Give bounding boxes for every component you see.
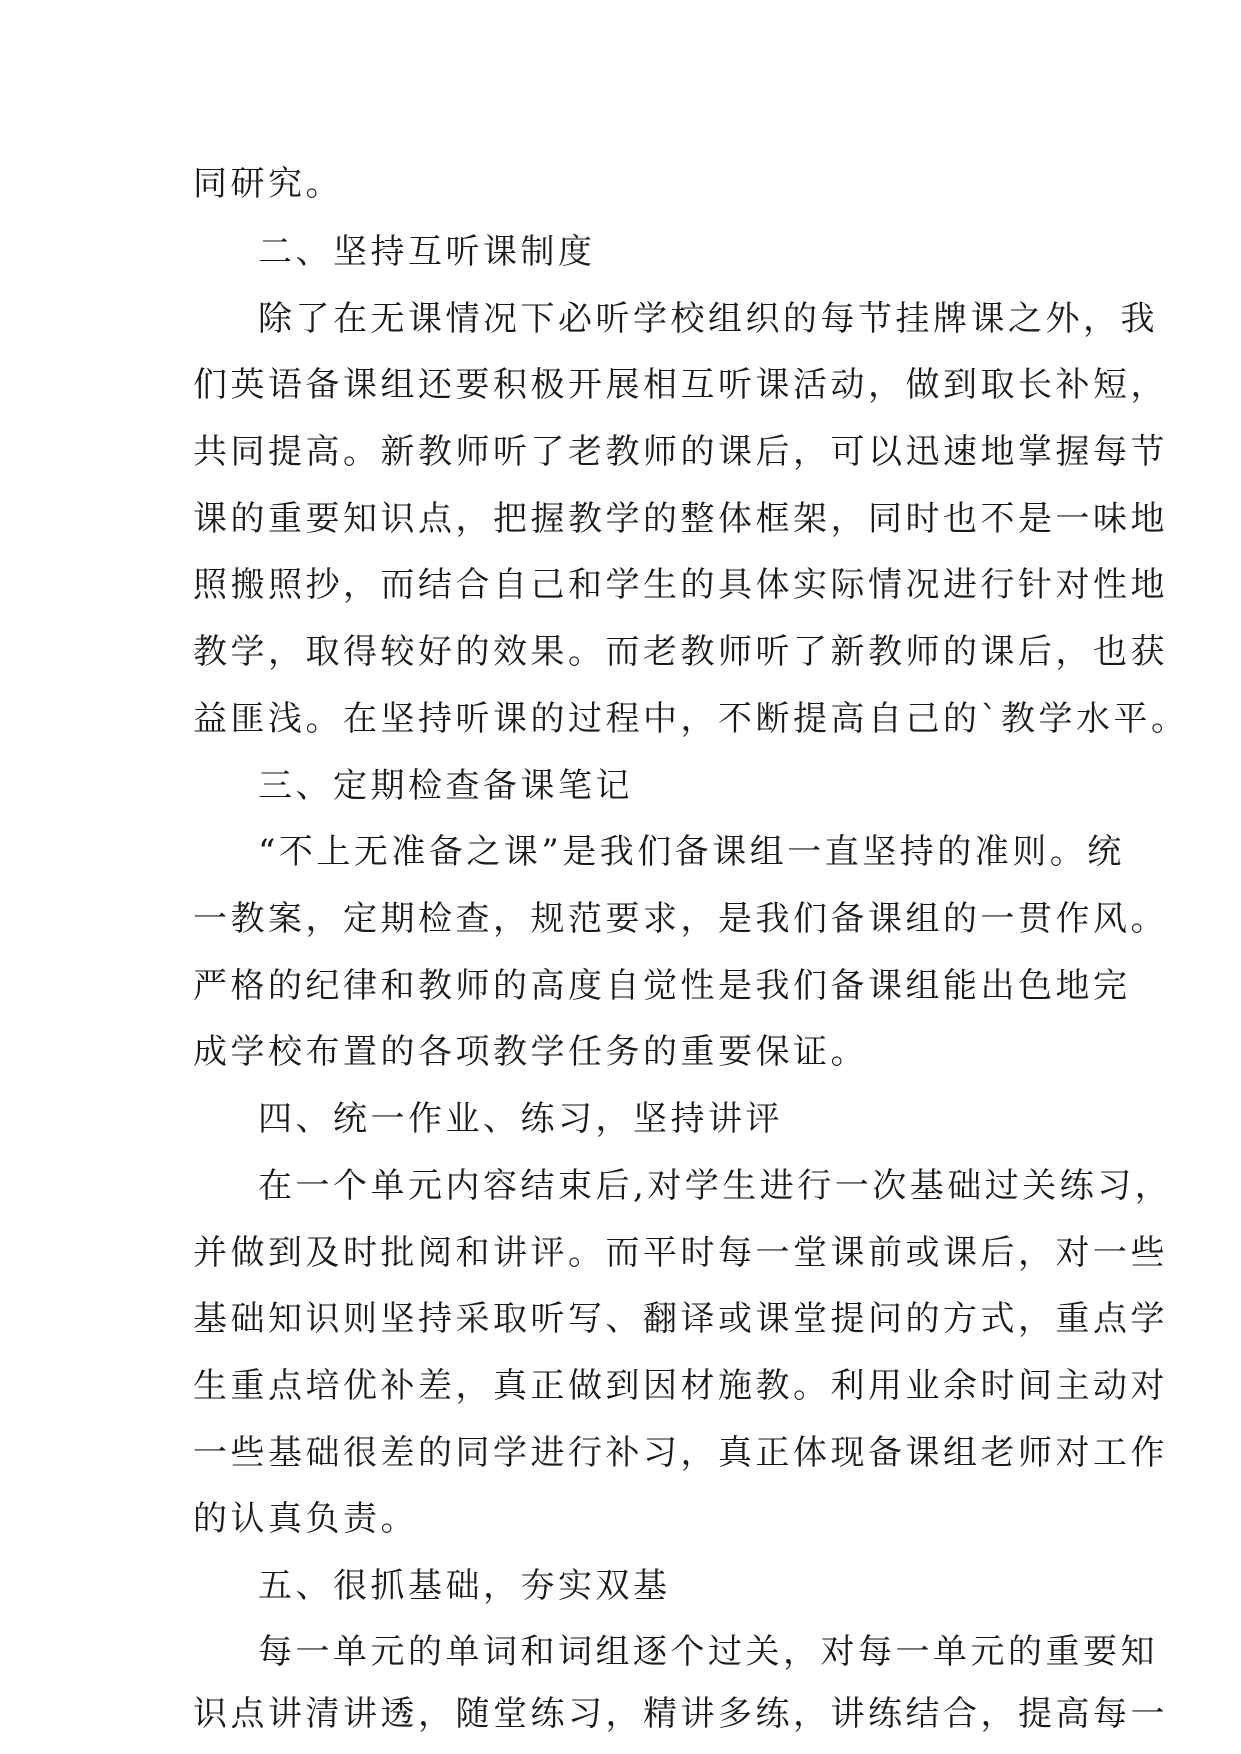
section-heading: 四、统一作业、练习，坚持讲评	[258, 1099, 783, 1139]
paragraph-line: 益匪浅。在坚持听课的过程中，不断提高自己的`教学水平。	[193, 699, 1189, 739]
paragraph-line: 的认真负责。	[193, 1499, 418, 1539]
paragraph-line: 在一个单元内容结束后,对学生进行一次基础过关练习，	[258, 1166, 1173, 1206]
paragraph-line: 共同提高。新教师听了老教师的课后，可以迅速地掌握每节	[193, 432, 1168, 472]
paragraph-line: 基础知识则坚持采取听写、翻译或课堂提问的方式，重点学	[193, 1299, 1168, 1339]
paragraph-line: 照搬照抄，而结合自己和学生的具体实际情况进行针对性地	[193, 565, 1168, 605]
paragraph-line: 生重点培优补差，真正做到因材施教。利用业余时间主动对	[193, 1366, 1168, 1406]
paragraph-line: 们英语备课组还要积极开展相互听课活动，做到取长补短，	[193, 365, 1168, 405]
paragraph-line: 一教案，定期检查，规范要求，是我们备课组的一贯作风。	[193, 899, 1168, 939]
paragraph-line: 严格的纪律和教师的高度自觉性是我们备课组能出色地完	[193, 966, 1131, 1006]
section-heading: 三、定期检查备课笔记	[258, 766, 633, 806]
paragraph-line: 识点讲清讲透，随堂练习，精讲多练，讲练结合，提高每一	[193, 1694, 1168, 1734]
section-heading: 五、很抓基础，夯实双基	[258, 1566, 671, 1606]
section-heading: 二、坚持互听课制度	[258, 232, 596, 272]
paragraph-line: 成学校布置的各项教学任务的重要保证。	[193, 1032, 868, 1072]
paragraph-line: 教学，取得较好的效果。而老教师听了新教师的课后，也获	[193, 632, 1168, 672]
paragraph-line: 同研究。	[193, 164, 343, 204]
paragraph-line: “不上无准备之课”是我们备课组一直坚持的准则。统	[258, 832, 1125, 872]
paragraph-line: 除了在无课情况下必听学校组织的每节挂牌课之外，我	[258, 299, 1158, 339]
paragraph-line: 并做到及时批阅和讲评。而平时每一堂课前或课后，对一些	[193, 1233, 1168, 1273]
paragraph-line: 每一单元的单词和词组逐个过关，对每一单元的重要知	[258, 1632, 1158, 1672]
paragraph-line: 课的重要知识点，把握教学的整体框架，同时也不是一味地	[193, 499, 1168, 539]
paragraph-line: 一些基础很差的同学进行补习，真正体现备课组老师对工作	[193, 1433, 1168, 1473]
